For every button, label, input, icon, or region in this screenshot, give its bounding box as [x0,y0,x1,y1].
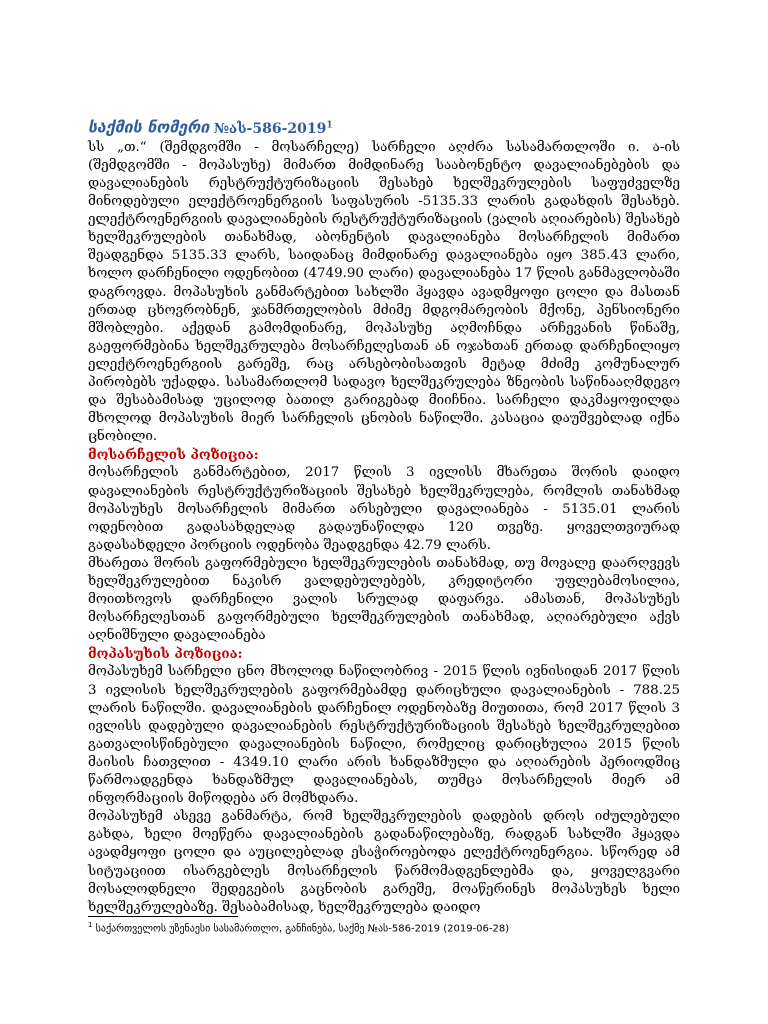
defendant-heading: მოპასუხის პოზიცია: [88,646,243,663]
plaintiff-paragraph-2: მხარეთა შორის გაფორმებული ხელშეკრულების თანახმად, თუ მოვალე დაარღვევს ხელშეკრულებით ნაკისრ ვალდებულებებს, კრედიტორი უფლებამოსილია, მოითხოვოს დარჩენილი ვალის სრულად დაფარვა. ამასთან, მოპასუხეს მოსარჩელესთან გაფორმებული ხელშეკრულების თანახმად, აღიარებული აქვს აღნიშნული დავალიანება [88,555,680,644]
defendant-paragraph-2: მოპასუხემ ასევე განმარტა, რომ ხელშეკრულების დადების დროს იძულებული გახდა, ხელი მოეწერა დავალიანების გადანაწილებაზე, რადგან სახლში ჰყავდა ავადმყოფი ცოლი და აუცილებლად ესაჭიროებოდა ელექტროენერგია. სწორედ ამ სიტუაციით ისარგებლეს მოსარჩელის წარმომადგენლებმა და, ყოველგვარი მოსალოდნელი შედეგების გაცნობის გარეშე, მოაწერინეს მოპასუხეს ხელი ხელშეკრულებაზე. შესაბამისად, ხელშეკრულება დაიდო [88,809,680,915]
case-number [214,121,333,137]
footnote-text: საქართველოს უზენაესი სასამართლო, განჩინება, საქმე №ას-586-2019 (2019-06-28) [92,923,510,935]
intro-paragraph: სს „თ.“ (შემდგომში - მოსარჩელე) სარჩელი აღძრა სასამართლოში ი. ა-ის (შემდგომში - მოპასუხე) მიმართ მიმდინარე სააბონენტო დავალიანებების და დავალიანების რესტრუქტურიზაციის შესახებ ხელშეკრულების საფუძველზე მინოდებული ელექტროენერგიის საფასურის -5135.33 ლარის გადახდის შესახებ. ელექტროენერგიის დავალიანების რესტრუქტურიზაციის (ვალის აღიარების) შესახებ ხელშეკრულების თანახმად, აბონენტის დავალიანება მოსარჩელის მიმართ შეადგენდა 5135.33 ლარს, საიდანაც მიმდინარე დავალიანება იყო 385.43 ლარი, ხოლო დარჩენილი ოდენობით (4749.90 ლარი) დავალიანება 17 წლის განმავლობაში დაგროვდა. მოპასუხის განმარტებით სახლში ჰყავდა ავადმყოფი ცოლი და მასთან ერთად ცხოვრობნენ, ჯანმრთელობის მძიმე მდგომარეობის მქონე, პენსიონერი მშობლები. აქედან გამომდინარე, მოპასუხე აღმოჩნდა არჩევანის წინაშე, გაეფორმებინა ხელშეკრულება მოსარჩელესთან ან ოჯახთან ერთად დარჩენილიყო ელექტროენერგიის გარეშე, რაც არსებობისათვის მეტად მძიმე კომუნალურ პირობებს უქადდა. სასამართლომ სადავო ხელშეკრულება ზნეობის საწინააღმდეგო და შესაბამისად უცილოდ ბათილ გარიგებად მიიჩნია. სარჩელი დაკმაყოფილდა მხოლოდ მოპასუხის მიერ სარჩელის ცნობის ნაწილში. კასაცია დაუშვებლად იქნა ცნობილი. [88,139,680,445]
footnote-mark: 1 [88,921,93,929]
defendant-paragraph-1: მოპასუხემ სარჩელი ცნო მხოლოდ ნაწილობრივ - 2015 წლის ივნისიდან 2017 წლის 3 ივლისის ხელშეკრულების გაფორმებამდე დარიცხული დავალიანების - 788.25 ლარის ნაწილში. დავალიანების დარჩენილ ოდენობაზე მიუთითა, რომ 2017 წლის 3 ივლისს დადებული დავალიანების რესტრუქტურიზაციის შესახებ ხელშეკრულებით გათვალისწინებული დავალიანების ნაწილი, რომელიც დარიცხულია 2015 წლის მაისის ჩათვლით - 4349.10 ლარი არის ხანდაზმული და აღიარების პერიოდშიც წარმოადგენდა ხანდაზმულ დავალიანებას, თუმცა მოსარჩელის მიერ ამ ინფორმაციის მიწოდება არ მომხდარა. [88,664,680,807]
case-number-text: №ას-586-2019 [213,120,327,137]
footnote-divider [88,916,238,917]
document-body [88,116,680,917]
footnote-ref[interactable]: 1 [326,120,333,130]
footnote [88,921,680,934]
plaintiff-paragraph-1: მოსარჩელის განმარტებით, 2017 წლის 3 ივლისს მხარეთა შორის დაიდო დავალიანების რესტრუქტურიზაციის შესახებ ხელშეკრულება, რომლის თანახმად მოპასუხეს მოსარჩელის მიმართ არსებული დავალიანება - 5135.01 ლარის ოდენობით გადასახდელად გადაუნაწილდა 120 თვეზე. ყოველთვიურად გადასახდელი პორციის ოდენობა შეადგენდა 42.79 ლარს. [88,465,680,553]
case-title: საქმის ნომერი [88,117,210,137]
case-header [88,116,680,139]
plaintiff-heading: მოსარჩელის პოზიცია: [88,447,259,464]
